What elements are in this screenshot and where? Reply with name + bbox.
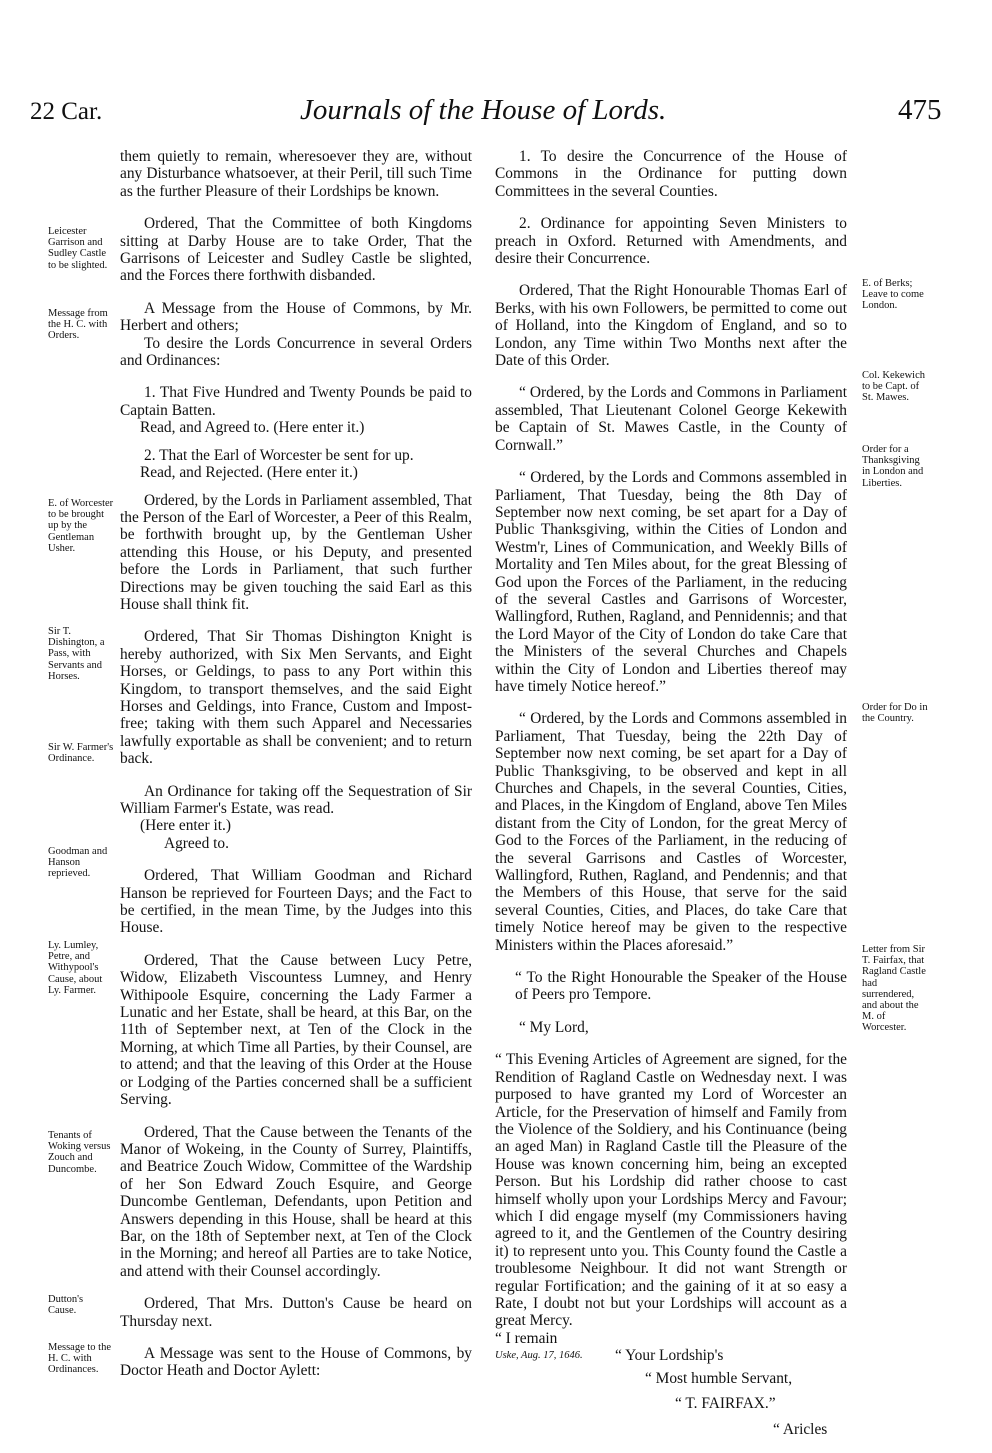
entry-message2: A Message was sent to the House of Commons, by Doctor Heath and Doctor Aylett:	[120, 1344, 472, 1380]
entry-leicester: Ordered, That the Committee of both Kingdoms sitting at Darby House are to take Order, That the Garrisons of Leicester and Sudley Castle be slighted, and the Forces there forthwith disbanded.	[120, 215, 472, 285]
letter-sign-2: “ Most humble Servant,	[645, 1370, 793, 1387]
margin-note-message2: Message to the H. C. with Ordinances.	[48, 1342, 111, 1376]
letter-dateline: Uske, Aug. 17, 1646.	[495, 1350, 583, 1362]
margin-note-kekewith: Col. Kekewich to be Capt. of St. Mawes.	[862, 370, 925, 404]
margin-note-berks: E. of Berks; Leave to come London.	[862, 278, 924, 312]
entry-message: A Message from the House of Commons, by Mr. Herbert and others;	[120, 299, 472, 335]
entry-thanksgiving-country: “ Ordered, by the Lords and Commons assembled in Parliament, That Tuesday, being the 22th Day of September now next coming, be set apart for a Day of Public Thanksgiving, to be observed and kept in all Churches and Chapels, in the several Counties, Cities, and Places, in the Kingdom of England, above Ten Miles distant from the City of London, for the great Mercy of God to the Forces of the Parliament, in the reducing of the several Garrisons and Castles of Worcester, Wallingford, Ruthen, Ragland, and Pendennis; and that the Members of this House, that serve for the said several Counties, Cities, and Places, do take Care that timely Notice hereof may be given to the respective Ministers within the Places aforesaid.”	[495, 710, 847, 954]
entry-goodman: Ordered, That William Goodman and Richard Hanson be reprieved for Fourteen Days; and the Fact to be certified, in the mean Time, by the Judges into this House.	[120, 867, 472, 937]
entry-berks: Ordered, That the Right Honourable Thomas Earl of Berks, with his own Followers, be permitted to come out of Holland, into the Kingdom of England, and so to London, any Time within Two Months next after the Date of this Order.	[495, 282, 847, 370]
margin-note-worcester: E. of Worcester to be brought up by the Gentleman Usher.	[48, 498, 114, 554]
entry-worcester: Ordered, by the Lords in Parliament assembled, That the Person of the Earl of Worcester, a Peer of this Realm, be forthwith brought up, by the Gentleman Usher attending this House, or his Deputy, and presented before the Lords in Parliament, that such further Directions may be given touching the said Earl as this House shall think fit.	[120, 491, 472, 613]
right-column	[495, 148, 847, 1438]
entry-farmer-agreed: Agreed to.	[164, 834, 229, 852]
margin-note-leicester: Leicester Garrison and Sudley Castle to be slighted.	[48, 226, 108, 271]
margin-note-farmer: Sir W. Farmer's Ordinance.	[48, 742, 114, 765]
letter-remain: “ I remain	[495, 1329, 558, 1347]
letter-body: “ This Evening Articles of Agreement are signed, for the Rendition of Ragland Castle on Wednesday next. I was purposed to have granted my Lord of Worcester an Article, for the Preservation of himself and Family from the Violence of the Soldiery, and his Continuance (being an aged Man) in Ragland Castle till the Pleasure of the House was known concerning him, being an excepted Person. But his Lordship did rather choose to cast himself wholly upon your Lordships Mercy and Favour; which I did engage myself (my Commissioners having agreed to it, and the Gentlemen of the Country desiring it) to represent unto you. This County found the Castle a troublesome Neighbour. It did not want Strength or regular Fortification; and the gaining of it at so easy a Rate, I doubt not but your Lordships will account as a great Mercy.	[495, 1051, 847, 1330]
entry-dutton: Ordered, That Mrs. Dutton's Cause be heard on Thursday next.	[120, 1295, 472, 1330]
letter-sign-3: “ T. FAIRFAX.”	[675, 1395, 776, 1413]
entry-farmer: An Ordinance for taking off the Sequestration of Sir William Farmer's Estate, was read.	[120, 782, 472, 817]
margin-note-lumley: Ly. Lumley, Petre, and Withypool's Cause, about Ly. Farmer.	[48, 940, 103, 996]
margin-note-goodman: Goodman and Hanson reprieved.	[48, 846, 108, 880]
entry-woking: Ordered, That the Cause between the Tenants of the Manor of Wokeing, in the County of Surrey, Plaintiffs, and Beatrice Zouch Widow, Committee of the Wardship of her Son Edward Zouch Esquire, and George Duncombe Gentleman, Defendants, upon Petition and Answers depending in this House, shall be heard at this Bar, on the 18th of September next, at Ten of the Clock in the Morning; and hereof all Parties are to take Notice, and attend with their Counsel accordingly.	[120, 1123, 472, 1280]
margin-note-dishington: Sir T. Dishington, a Pass, with Servants and Horses.	[48, 626, 105, 682]
page-number: 475	[898, 94, 942, 126]
margin-note-dutton: Dutton's Cause.	[48, 1294, 84, 1317]
letter-address: “ To the Right Honourable the Speaker of the House of Peers pro Tempore.	[515, 969, 847, 1004]
entry-intro: them quietly to remain, wheresoever they are, without any Disturbance whatsoever, at their Peril, till such Time as the further Pleasure of their Lordships be known.	[120, 148, 472, 200]
entry-kekewith: “ Ordered, by the Lords and Commons in Parliament assembled, That Lieutenant Colonel George Kekewith be Captain of St. Mawes Castle, in the County of Cornwall.”	[495, 384, 847, 454]
margin-note-message: Message from the H. C. with Orders.	[48, 308, 108, 342]
catchword: “ Aricles	[773, 1420, 828, 1438]
entry-ministers-oxford: 2. Ordinance for appointing Seven Ministers to preach in Oxford. Returned with Amendments, and desire their Concurrence.	[495, 215, 847, 268]
left-column	[120, 148, 472, 1395]
letter-salutation: “ My Lord,	[519, 1018, 589, 1036]
margin-note-letter: Letter from Sir T. Fairfax, that Ragland Castle had surrendered, and about the M. of Worcester.	[862, 944, 926, 1034]
item-one: 1. That Five Hundred and Twenty Pounds be paid to Captain Batten.	[120, 384, 472, 419]
margin-note-thanks2: Order for Do in the Country.	[862, 702, 928, 725]
entry-farmer-enter: (Here enter it.)	[140, 817, 232, 835]
margin-note-woking: Tenants of Woking versus Zouch and Duncombe.	[48, 1130, 111, 1175]
entry-to-desire: To desire the Lords Concurrence in several Orders and Ordinances:	[120, 334, 472, 370]
entry-dishington: Ordered, That Sir Thomas Dishington Knight is hereby authorized, with Six Men Servants, and Eight Horses, or Geldings, to pass to any Port within this Kingdom, to transport themselves, and the said Eight Horses and Geldings, into France, Custom and Impost-free; taking with them such Apparel and Necessaries lawfully exportable as shall be convenient; and to return back.	[120, 628, 472, 768]
letter-sign-1: “ Your Lordship's	[615, 1346, 724, 1364]
margin-note-thanks1: Order for a Thanksgiving in London and Liberties.	[862, 444, 924, 489]
entry-committees: 1. To desire the Concurrence of the House of Commons in the Ordinance for putting down Committees in the several Counties.	[495, 148, 847, 200]
item-two-result: Read, and Rejected. (Here enter it.)	[140, 464, 358, 482]
header-title: Journals of the House of Lords.	[300, 94, 667, 126]
entry-thanksgiving-london: “ Ordered, by the Lords and Commons assembled in Parliament, That Tuesday, being the 8th Day of September now next coming, be set apart for a Day of Public Thanksgiving, within the Cities of London and Westm'r, Lines of Communication, and Weekly Bills of Mortality and Ten Miles about, for the great Blessing of God upon the Forces of the Parliament, in the reducing of the several Castles and Garrisons of Worcester, Wallingford, Ruthen, Ragland, and Pennidennis; and that the Lord Mayor of the City of London do take Care that the Ministers of the several Churches and Chapels within the City of London and Liberties thereof may have timely Notice hereof.”	[495, 469, 847, 695]
entry-lumley: Ordered, That the Cause between Lucy Petre, Widow, Elizabeth Viscountess Lumney, and Henry Withipoole Esquire, concerning the Lady Farmer a Lunatic and her Estate, shall be heard, at this Bar, on the 11th of September next, at Ten of the Clock in the Morning, at which Time all Parties, by their Counsel, are to attend; and that the leaving of this Order at the House or Lodging of the Parties concerned shall be a sufficient Serving.	[120, 951, 472, 1109]
header-regnal-year: 22 Car.	[30, 98, 103, 125]
item-two: 2. That the Earl of Worcester be sent for up.	[144, 446, 414, 464]
item-one-result: Read, and Agreed to. (Here enter it.)	[140, 419, 365, 437]
